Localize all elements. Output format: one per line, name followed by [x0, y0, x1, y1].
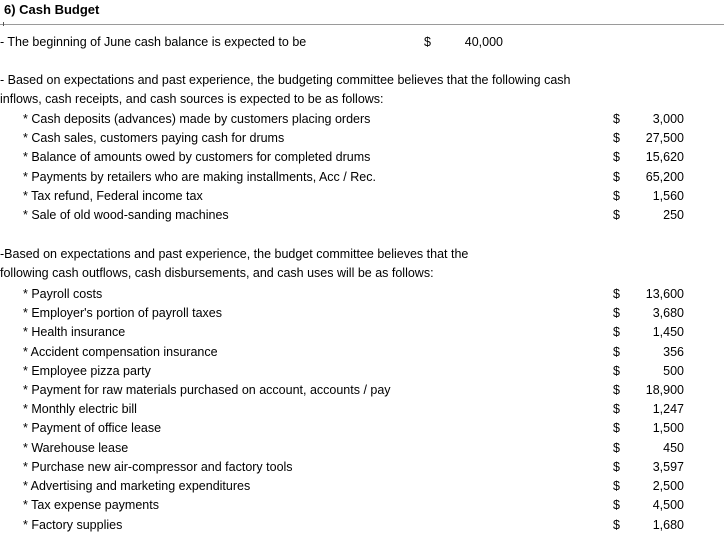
- outflow-item-currency: $: [613, 421, 620, 435]
- outflow-item-currency: $: [613, 402, 620, 416]
- inflow-item-label: * Cash sales, customers paying cash for drums: [23, 131, 285, 145]
- outflow-item-amount: 500: [663, 364, 684, 378]
- outflow-item-amount: 1,500: [652, 421, 684, 435]
- outflow-item-currency: $: [613, 306, 620, 320]
- outflow-item-currency: $: [613, 441, 620, 455]
- inflow-item-currency: $: [613, 208, 620, 222]
- outflows-intro-line-1: -Based on expectations and past experience, the budget committee believes that the: [0, 247, 469, 261]
- outflow-item-amount: 13,600: [645, 287, 684, 301]
- inflow-item-amount: 1,560: [652, 189, 684, 203]
- beginning-balance-currency: $: [424, 35, 431, 49]
- inflow-item-currency: $: [613, 112, 620, 126]
- outflow-item-currency: $: [613, 498, 620, 512]
- outflow-item-label: * Employer's portion of payroll taxes: [23, 306, 223, 320]
- outflows-intro-line-2: following cash outflows, cash disbursements, and cash uses will be as follows:: [0, 266, 434, 280]
- outflow-item-amount: 356: [663, 345, 684, 359]
- outflow-item-currency: $: [613, 287, 620, 301]
- outflow-item-currency: $: [613, 345, 620, 359]
- outflow-item-amount: 1,680: [652, 518, 684, 532]
- outflow-item-amount: 18,900: [645, 383, 684, 397]
- inflow-item-label: * Tax refund, Federal income tax: [23, 189, 203, 203]
- outflow-item-amount: 3,597: [652, 460, 684, 474]
- inflow-item-label: * Balance of amounts owed by customers for completed drums: [23, 150, 371, 164]
- inflow-item-amount: 250: [663, 208, 684, 222]
- outflow-item-label: * Payment for raw materials purchased on account, accounts / pay: [23, 383, 391, 397]
- inflow-item-amount: 27,500: [645, 131, 684, 145]
- outflow-item-amount: 3,680: [652, 306, 684, 320]
- sheet-title: 6) Cash Budget: [4, 2, 100, 17]
- inflows-intro-line-2: inflows, cash receipts, and cash sources is expected to be as follows:: [0, 92, 384, 106]
- outflow-item-amount: 2,500: [652, 479, 684, 493]
- outflow-item-label: * Warehouse lease: [23, 441, 129, 455]
- outflow-item-label: * Health insurance: [23, 325, 126, 339]
- outflow-item-amount: 4,500: [652, 498, 684, 512]
- inflow-item-currency: $: [613, 170, 620, 184]
- outflow-item-amount: 1,247: [652, 402, 684, 416]
- inflow-item-currency: $: [613, 150, 620, 164]
- outflow-item-label: * Accident compensation insurance: [23, 345, 218, 359]
- outflow-item-currency: $: [613, 518, 620, 532]
- outflow-item-amount: 1,450: [652, 325, 684, 339]
- inflow-item-currency: $: [613, 131, 620, 145]
- beginning-balance-label: - The beginning of June cash balance is expected to be: [0, 35, 307, 49]
- outflow-item-label: * Monthly electric bill: [23, 402, 137, 416]
- inflow-item-label: * Payments by retailers who are making installments, Acc / Rec.: [23, 170, 376, 184]
- cell-cursor-mark: [3, 22, 4, 26]
- inflow-item-label: * Cash deposits (advances) made by customers placing orders: [23, 112, 371, 126]
- outflow-item-currency: $: [613, 364, 620, 378]
- outflow-item-label: * Payroll costs: [23, 287, 103, 301]
- outflow-item-currency: $: [613, 325, 620, 339]
- outflow-item-label: * Purchase new air-compressor and factory tools: [23, 460, 293, 474]
- outflow-item-currency: $: [613, 479, 620, 493]
- inflow-item-label: * Sale of old wood-sanding machines: [23, 208, 229, 222]
- outflow-item-label: * Tax expense payments: [23, 498, 159, 512]
- inflow-item-amount: 65,200: [645, 170, 684, 184]
- outflow-item-currency: $: [613, 460, 620, 474]
- outflow-item-currency: $: [613, 383, 620, 397]
- outflow-item-label: * Factory supplies: [23, 518, 123, 532]
- title-divider: [0, 24, 724, 25]
- inflow-item-amount: 15,620: [645, 150, 684, 164]
- inflow-item-currency: $: [613, 189, 620, 203]
- beginning-balance-amount: 40,000: [464, 35, 503, 49]
- inflow-item-amount: 3,000: [652, 112, 684, 126]
- outflow-item-amount: 450: [663, 441, 684, 455]
- outflow-item-label: * Employee pizza party: [23, 364, 151, 378]
- outflow-item-label: * Advertising and marketing expenditures: [23, 479, 251, 493]
- inflows-intro-line-1: - Based on expectations and past experience, the budgeting committee believes that the following cash: [0, 73, 571, 87]
- outflow-item-label: * Payment of office lease: [23, 421, 162, 435]
